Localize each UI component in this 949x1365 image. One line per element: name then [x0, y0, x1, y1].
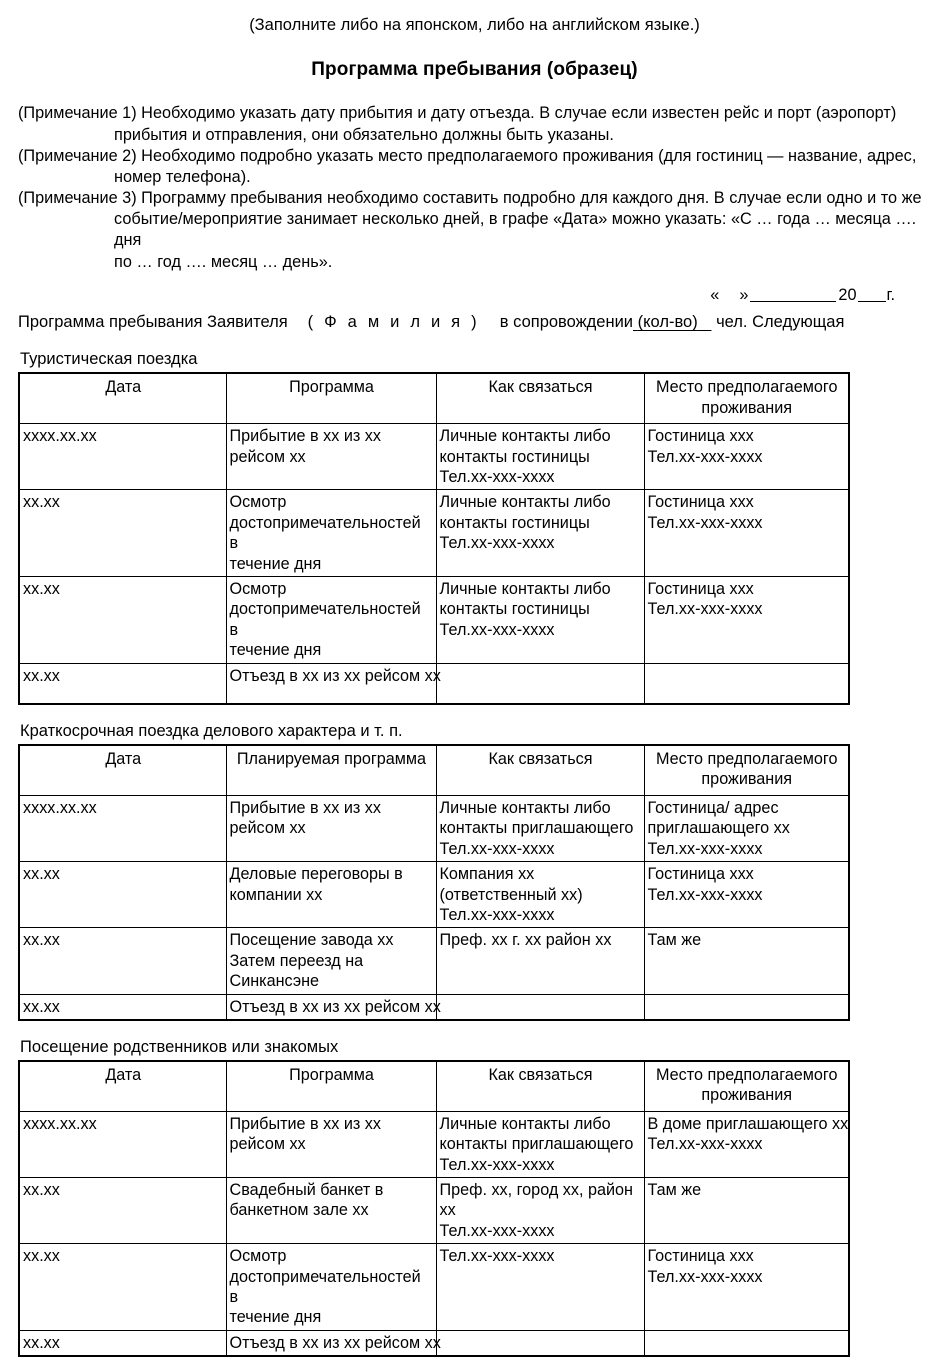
cell-program [226, 490, 436, 577]
cell-contact [436, 490, 644, 577]
cell-line: Тел.хх-ххх-хххх [439, 905, 555, 924]
column-header-date: Дата [19, 1061, 226, 1112]
cell-line: Тел.хх-ххх-хххх [439, 620, 555, 639]
cell-date: хх.хх [19, 577, 226, 664]
cell-date: хх.хх [19, 994, 226, 1020]
cell-line: достопримечательностей в [229, 1267, 421, 1307]
cell-line: достопримечательностей в [229, 600, 421, 639]
cell-line: Синкансэне [229, 972, 320, 991]
cell-line: компании хх [229, 885, 323, 904]
cell-stay [644, 1178, 849, 1244]
note-1-line-2: прибытия и отправления, они обязательно должны быть указаны. [114, 125, 614, 144]
cell-line: Гостиница ххх [647, 493, 754, 512]
table-row [19, 795, 849, 861]
cell-line: Тел.хх-ххх-хххх [647, 1135, 763, 1154]
cell-stay [644, 663, 849, 704]
cell-date: хх.хх [19, 862, 226, 928]
column-header-program: Программа [226, 1061, 436, 1112]
cell-line: Отъезд в хх из хх рейсом хх [229, 666, 441, 685]
cell-line: Прибытие в хх из хх рейсом хх [229, 1114, 381, 1154]
cell-line: течение дня [229, 641, 322, 660]
cell-line: контакты гостиницы [439, 600, 590, 619]
table-row [19, 862, 849, 928]
cell-contact [436, 424, 644, 490]
year-prefix: 20 [838, 285, 857, 304]
cell-line: Гостиница ххх [647, 865, 754, 884]
table-row [19, 994, 849, 1020]
table-row [19, 1330, 849, 1356]
cell-stay [644, 795, 849, 861]
cell-line: контакты гостиницы [439, 513, 590, 532]
cell-program [226, 1330, 441, 1356]
column-header-stay: Место предполагаемого проживания [644, 1061, 849, 1112]
table-row [19, 1111, 849, 1177]
cell-date: хх.хх [19, 490, 226, 577]
cell-line: Тел.хх-ххх-хххх [439, 1221, 555, 1240]
table-row [19, 424, 849, 490]
cell-contact [436, 795, 644, 861]
cell-line: контакты гостиницы [439, 447, 590, 466]
cell-date: хх.хх [19, 1330, 226, 1356]
section-business-trip [18, 722, 931, 1021]
applicant-program-line [18, 312, 931, 333]
cell-line: Тел.хх-ххх-хххх [647, 1267, 763, 1286]
cell-line: Прибытие в хх из хх рейсом хх [229, 798, 381, 838]
cell-line: Тел.хх-ххх-хххх [439, 1155, 555, 1174]
cell-line: достопримечательностей в [229, 513, 421, 553]
column-header-contact: Как связаться [436, 745, 644, 796]
cell-line: Осмотр [229, 493, 287, 512]
cell-line: Преф. хх, город хх, район [439, 1181, 633, 1199]
column-header-stay: Место предполагаемого проживания [644, 373, 849, 424]
cell-line: течение дня [229, 1308, 322, 1327]
cell-line: Деловые переговоры в [229, 865, 403, 884]
cell-contact [436, 1330, 644, 1356]
cell-stay [644, 490, 849, 577]
section-label-business-trip: Краткосрочная поездка делового характера и т. п. [20, 722, 403, 741]
cell-date: хх.хх [19, 1244, 226, 1331]
section-tourist-trip [18, 350, 931, 705]
table-row [19, 1244, 849, 1331]
section-label-tourist-trip: Туристическая поездка [20, 350, 198, 369]
note-2-line-2: номер телефона). [114, 167, 251, 186]
cell-program [226, 928, 436, 994]
surname-placeholder: ( Ф а м и л и я ) [307, 312, 480, 331]
date-open-quote: « [710, 285, 720, 304]
cell-line: Тел.хх-ххх-хххх [647, 600, 763, 619]
table-row [19, 663, 849, 704]
cell-date: хххх.хх.хх [19, 795, 226, 861]
cell-line: Свадебный банкет в [229, 1181, 384, 1199]
section-relatives-visit [18, 1038, 931, 1357]
cell-line: Отъезд в хх из хх рейсом хх [229, 1333, 441, 1352]
accompany-prefix: в сопровождении [499, 312, 634, 331]
table-header-row [19, 1061, 849, 1112]
cell-line: Тел.хх-ххх-хххх [439, 534, 555, 553]
cell-stay [644, 1244, 849, 1331]
cell-contact [436, 928, 644, 994]
cell-date: хх.хх [19, 663, 226, 704]
cell-line: Тел.хх-ххх-хххх [647, 885, 763, 904]
table-relatives-visit [18, 1060, 850, 1357]
date-close-quote: » [739, 285, 749, 304]
cell-line: Тел.хх-ххх-хххх [439, 839, 555, 858]
cell-contact [436, 1111, 644, 1177]
cell-stay [644, 928, 849, 994]
cell-line: хх [439, 1201, 456, 1220]
table-header-row [19, 373, 849, 424]
cell-date: хххх.хх.хх [19, 424, 226, 490]
accompany-count-blank[interactable] [698, 313, 712, 331]
column-header-contact: Как связаться [436, 1061, 644, 1112]
cell-line: течение дня [229, 554, 322, 573]
cell-program [226, 663, 441, 704]
year-blank-field[interactable] [858, 285, 886, 301]
cell-line: Преф. хх г. хх район хх [439, 931, 612, 950]
cell-line: Тел.хх-ххх-хххх [647, 839, 763, 858]
column-header-date: Дата [19, 745, 226, 796]
cell-contact [436, 663, 644, 704]
cell-line: Гостиница ххх [647, 580, 754, 598]
cell-line: Компания хх [439, 865, 535, 884]
cell-line: Отъезд в хх из хх рейсом хх [229, 997, 441, 1016]
accompany-suffix: чел. Следующая [716, 312, 845, 331]
note-3-line-3: по … год …. месяц … день». [114, 252, 333, 271]
table-row [19, 928, 849, 994]
cell-line: Личные контакты либо [439, 493, 611, 512]
column-header-stay: Место предполагаемого проживания [644, 745, 849, 796]
section-label-relatives-visit: Посещение родственников или знакомых [20, 1037, 339, 1056]
date-fill-line [18, 285, 931, 306]
cell-contact [436, 1178, 644, 1244]
cell-line: приглашающего хх [647, 819, 790, 838]
note-3 [18, 188, 931, 209]
cell-line: (ответственный хх) [439, 885, 583, 904]
cell-line: Там же [647, 931, 702, 950]
note-1-line-1: (Примечание 1) Необходимо указать дату прибытия и дату отъезда. В случае если известен рейс и порт (аэропорт) [18, 104, 897, 123]
cell-stay [644, 424, 849, 490]
table-row [19, 577, 849, 664]
column-header-contact: Как связаться [436, 373, 644, 424]
accompany-count-label: (кол-во) [637, 312, 698, 331]
cell-program [226, 795, 436, 861]
cell-line: Личные контакты либо [439, 1114, 611, 1133]
cell-line: Прибытие в хх из хх рейсом хх [229, 427, 381, 466]
column-header-program: Планируемая программа [226, 745, 436, 796]
cell-contact [436, 1244, 644, 1331]
cell-line: Осмотр [229, 1247, 287, 1266]
cell-stay [644, 862, 849, 928]
cell-date: хх.хх [19, 1178, 226, 1244]
cell-line: Затем переезд на [229, 951, 364, 970]
table-tourist-trip [18, 372, 850, 705]
cell-program [226, 577, 436, 664]
cell-stay [644, 994, 849, 1020]
cell-program [226, 1244, 436, 1331]
cell-line: Гостиница ххх [647, 427, 754, 446]
cell-stay [644, 577, 849, 664]
note-2 [18, 146, 931, 167]
year-suffix: г. [886, 285, 895, 304]
cell-line: Там же [647, 1181, 702, 1199]
cell-date: хххх.хх.хх [19, 1111, 226, 1177]
notes-block [18, 103, 931, 272]
cell-line: Личные контакты либо [439, 580, 611, 598]
note-3-line-1: (Примечание 3) Программу пребывания необходимо составить подробно для каждого дня. В случае если одно и то же [18, 189, 922, 208]
cell-contact [436, 994, 644, 1020]
table-row [19, 490, 849, 577]
cell-program [226, 424, 436, 490]
note-3-line-2: событие/мероприятие занимает несколько дней, в графе «Дата» можно указать: «С … года … месяца …. дня [114, 210, 917, 250]
note-2-line-1: (Примечание 2) Необходимо подробно указать место предполагаемого проживания (для гостиниц — название, адрес, [18, 146, 917, 165]
cell-stay [644, 1330, 849, 1356]
column-header-date: Дата [19, 373, 226, 424]
cell-line: Личные контакты либо [439, 798, 611, 817]
cell-contact [436, 862, 644, 928]
cell-line: контакты приглашающего [439, 819, 634, 838]
note-1 [18, 103, 931, 124]
cell-line: банкетном зале хх [229, 1201, 369, 1220]
cell-line: Тел.хх-ххх-хххх [439, 467, 555, 486]
cell-line: Личные контакты либо [439, 427, 611, 446]
column-header-program: Программа [226, 373, 436, 424]
table-row [19, 1178, 849, 1244]
cell-program [226, 1111, 436, 1177]
cell-line: Посещение завода хх [229, 931, 394, 950]
cell-line: Гостиница ххх [647, 1247, 754, 1266]
cell-line: Тел.хх-ххх-хххх [647, 447, 763, 466]
cell-program [226, 994, 441, 1020]
cell-line: Тел.хх-ххх-хххх [439, 1247, 555, 1266]
language-instruction: (Заполните либо на японском, либо на английском языке.) [249, 16, 700, 34]
page-title: Программа пребывания (образец) [311, 58, 638, 80]
month-blank-field[interactable] [750, 285, 836, 301]
cell-contact [436, 577, 644, 664]
cell-date: хх.хх [19, 928, 226, 994]
applicant-prefix: Программа пребывания Заявителя [18, 312, 288, 331]
table-business-trip [18, 744, 850, 1021]
cell-line: Осмотр [229, 580, 287, 598]
cell-line: Тел.хх-ххх-хххх [647, 513, 763, 532]
cell-line: контакты приглашающего [439, 1135, 634, 1154]
cell-line: Гостиница/ адрес [647, 798, 779, 817]
cell-program [226, 1178, 436, 1244]
cell-line: В доме приглашающего хх [647, 1114, 849, 1133]
cell-program [226, 862, 436, 928]
table-header-row [19, 745, 849, 796]
cell-stay [644, 1111, 849, 1177]
